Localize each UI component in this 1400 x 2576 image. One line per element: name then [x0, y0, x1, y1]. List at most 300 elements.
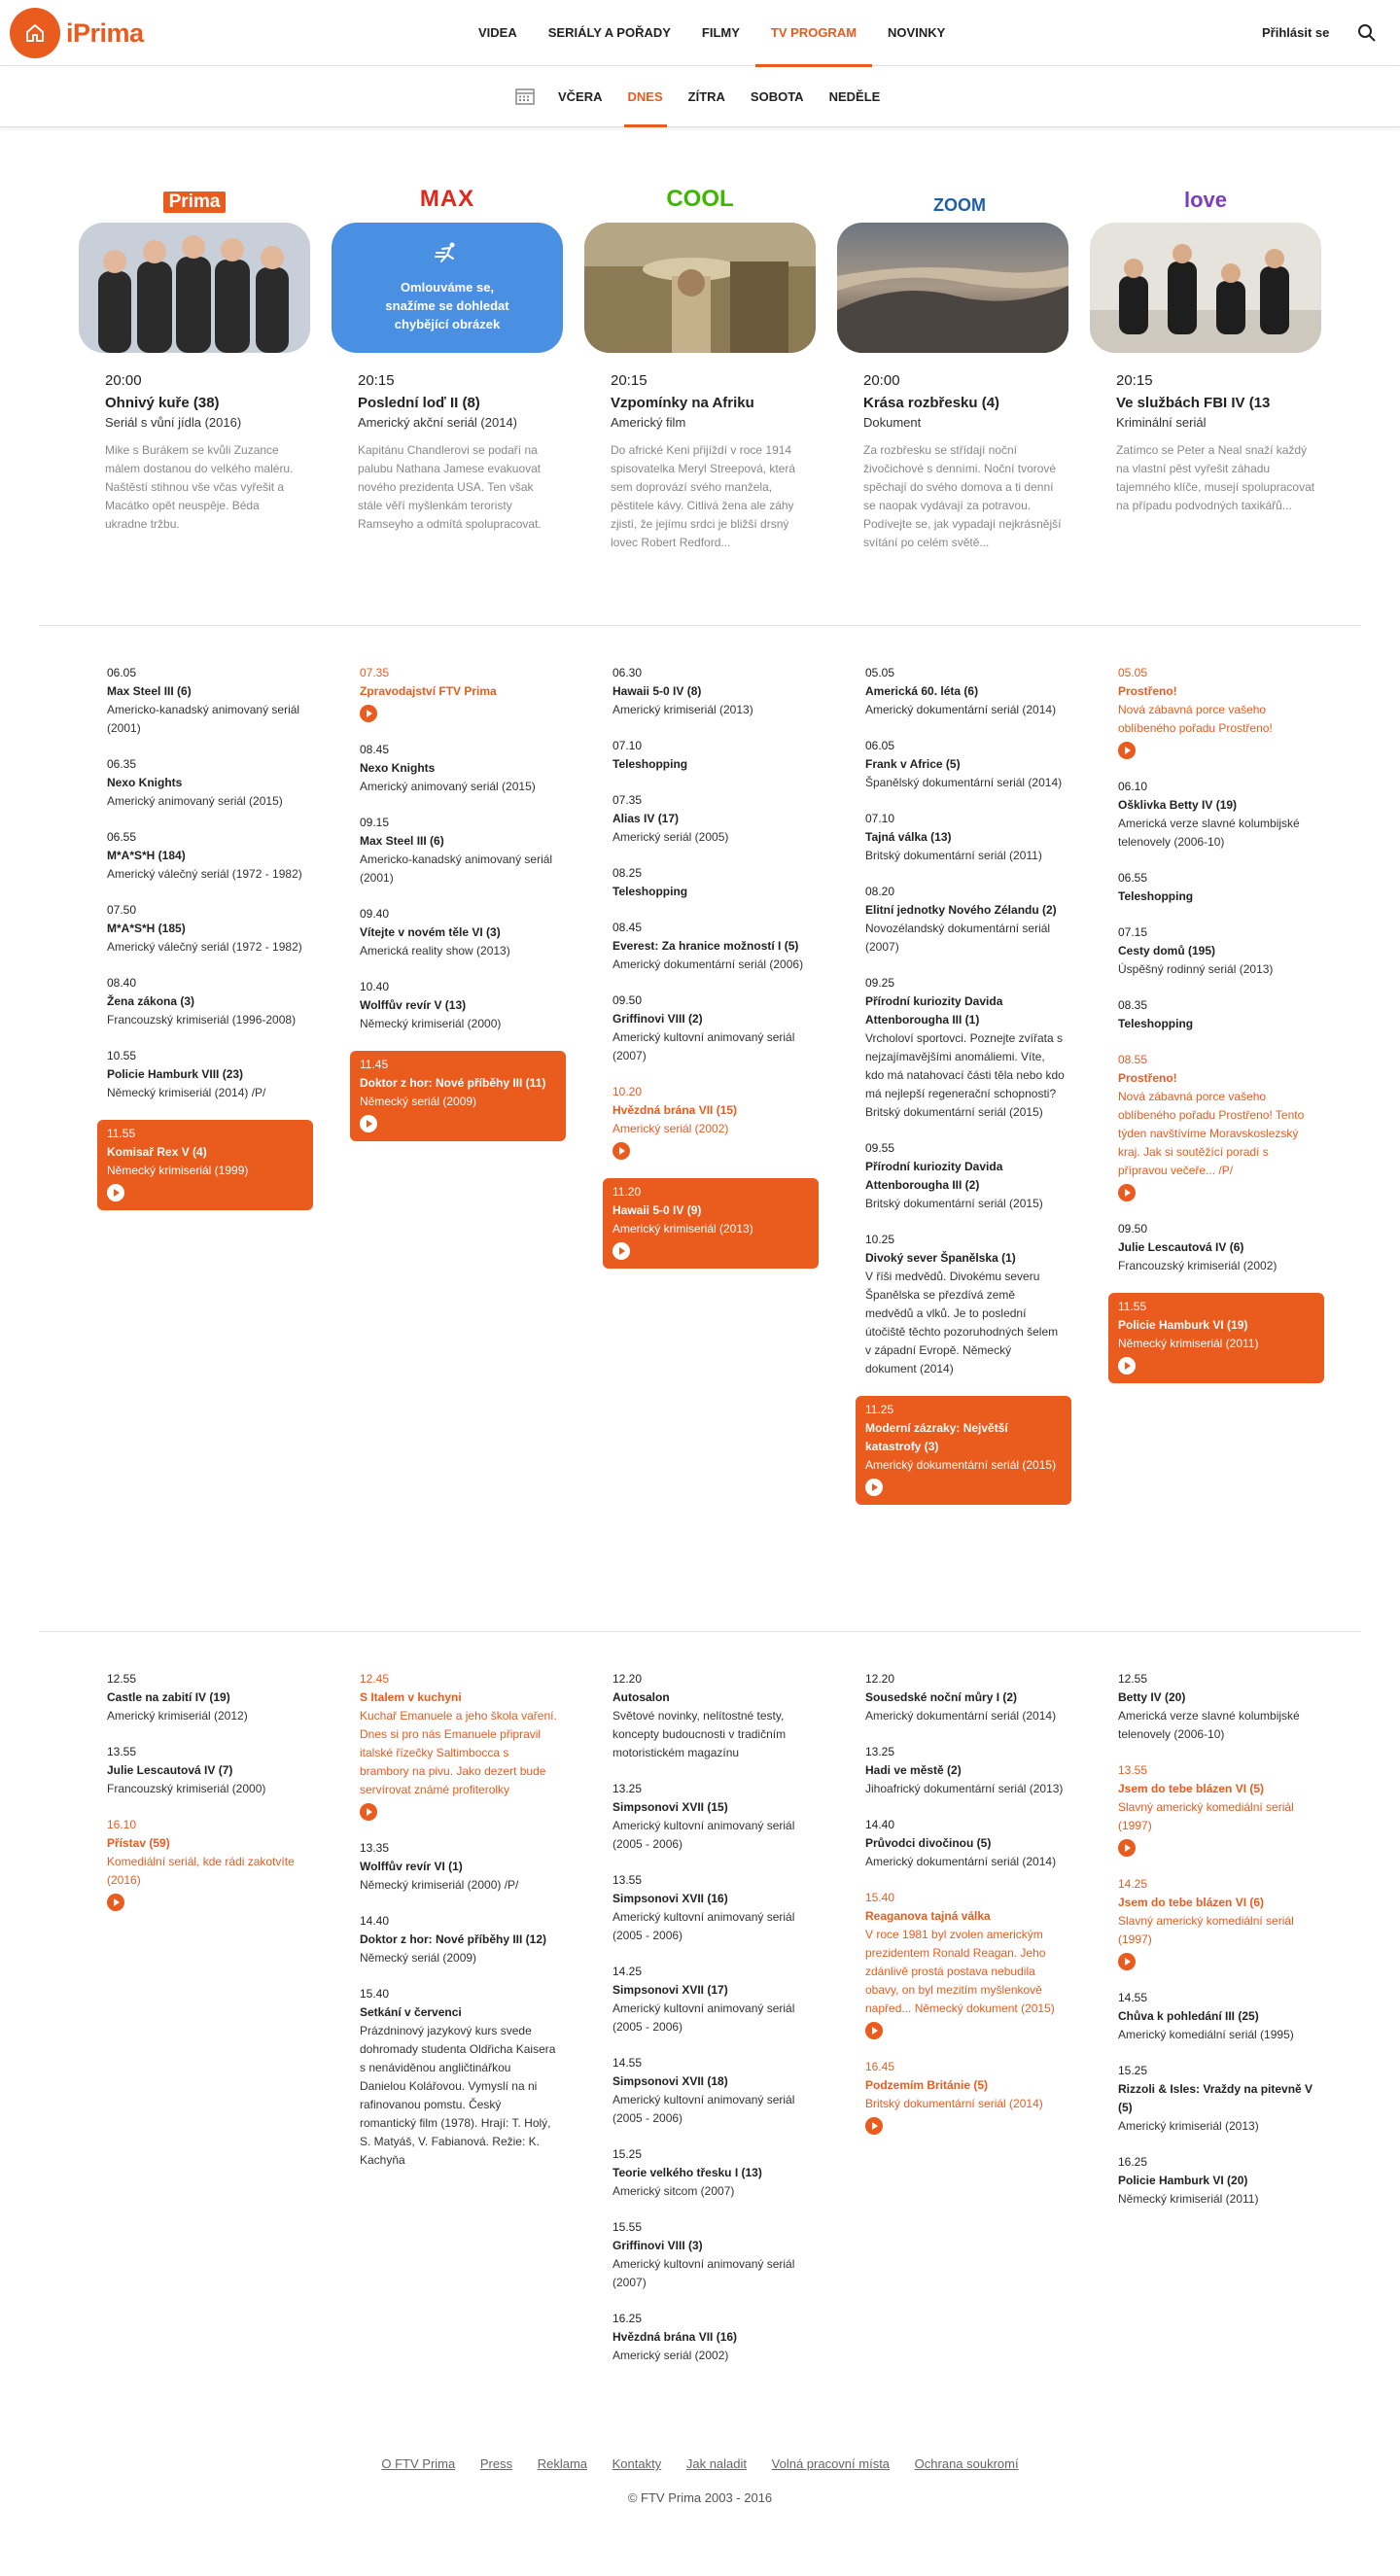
- program-title[interactable]: Policie Hamburk VIII (23): [107, 1067, 244, 1081]
- program-description: Americký kultovní animovaný seriál (2005 - 2006): [612, 2093, 795, 2125]
- program-item[interactable]: [1108, 1051, 1324, 1202]
- program-description: Americký dokumentární seriál (2006): [612, 957, 804, 971]
- program-item[interactable]: [603, 1963, 819, 2036]
- footer-links: [0, 2456, 1400, 2471]
- program-genre: Kriminální seriál: [1116, 415, 1207, 430]
- program-title[interactable]: Frank v Africe (5): [865, 757, 961, 771]
- program-title[interactable]: Simpsonovi XVII (17): [612, 1983, 728, 1997]
- program-description: Novozélandský dokumentární seriál (2007): [865, 922, 1051, 954]
- program-item[interactable]: [1108, 869, 1324, 906]
- featured-cool[interactable]: [584, 180, 816, 552]
- program-title[interactable]: Ve službách FBI IV (13: [1116, 395, 1271, 411]
- footer-link-about[interactable]: O FTV Prima: [381, 2456, 456, 2471]
- program-title[interactable]: Autosalon: [612, 1690, 670, 1704]
- program-item[interactable]: [350, 1912, 566, 1967]
- program-description: Nová zábavná porce vašeho oblíbeného pořadu Prostřeno!: [1118, 703, 1273, 735]
- play-icon[interactable]: [612, 1142, 630, 1160]
- program-time: 11.55: [107, 1127, 136, 1140]
- program-description: Vrcholoví sportovci. Poznejte zvířata s nejzajímavějšími anomáliemi. Víte, kdo má natahovací části těla nebo kdo má nejlepší regenerační schopnosti? Britský dokumentární seriál (2015): [865, 1031, 1065, 1119]
- featured-zoom[interactable]: [837, 180, 1068, 552]
- program-title[interactable]: Julie Lescautová IV (6): [1118, 1240, 1244, 1254]
- program-item[interactable]: [856, 1231, 1071, 1378]
- program-title[interactable]: M*A*S*H (184): [107, 849, 186, 862]
- play-icon[interactable]: [1118, 1357, 1136, 1375]
- program-time: 15.25: [612, 2147, 643, 2161]
- program-item[interactable]: [350, 905, 566, 960]
- nav-item-novinky[interactable]: NOVINKY: [888, 25, 946, 40]
- program-description: Francouzský krimiseriál (2000): [107, 1782, 266, 1795]
- program-time: 12.20: [612, 1672, 643, 1686]
- program-time: 12.55: [1118, 1672, 1148, 1686]
- missing-thumbnail[interactable]: [332, 223, 563, 353]
- program-item[interactable]: [603, 1780, 819, 1854]
- program-time: 09.25: [865, 976, 895, 990]
- program-title[interactable]: M*A*S*H (185): [107, 922, 186, 935]
- program-time: 13.35: [360, 1841, 390, 1855]
- program-item[interactable]: [856, 883, 1071, 957]
- program-title[interactable]: Simpsonovi XVII (15): [612, 1800, 728, 1814]
- program-time: 07.15: [1118, 925, 1148, 939]
- program-time: 16.25: [1118, 2155, 1148, 2169]
- program-item[interactable]: [350, 664, 566, 723]
- play-icon[interactable]: [1118, 1953, 1136, 1970]
- main-nav: [463, 0, 961, 66]
- program-time: 05.05: [1118, 666, 1148, 679]
- program-title[interactable]: Zpravodajství FTV Prima: [360, 684, 497, 698]
- schedule-column-love: [1108, 664, 1324, 1401]
- play-icon[interactable]: [360, 705, 377, 722]
- program-item[interactable]: [856, 810, 1071, 865]
- program-time: 14.25: [612, 1965, 643, 1978]
- program-description: V roce 1981 byl zvolen americkým prezidentem Ronald Reagan. Jeho zdánlivě prostá postava nebudila obavy, on byl mezitím myšlenkově napřed... Německý dokument (2015): [865, 1928, 1055, 2015]
- program-time: 11.25: [865, 1403, 894, 1416]
- program-genre: Seriál s vůní jídla (2016): [105, 415, 242, 430]
- program-description: Americký krimiseriál (2012): [107, 1709, 248, 1723]
- program-description: Německý krimiseriál (2000): [360, 1017, 502, 1030]
- program-title[interactable]: Prostřeno!: [1118, 1071, 1177, 1085]
- program-item[interactable]: [603, 919, 819, 974]
- program-time: 09.55: [865, 1141, 895, 1155]
- thumbnail[interactable]: [1090, 223, 1321, 353]
- program-title[interactable]: Hadi ve městě (2): [865, 1763, 962, 1777]
- program-time: 12.20: [865, 1672, 895, 1686]
- logo[interactable]: [10, 8, 144, 58]
- program-time: 13.55: [1118, 1763, 1148, 1777]
- program-item[interactable]: [856, 1743, 1071, 1798]
- program-item[interactable]: [856, 974, 1071, 1122]
- play-icon[interactable]: [107, 1894, 124, 1911]
- program-title[interactable]: Simpsonovi XVII (18): [612, 2074, 728, 2088]
- program-title[interactable]: Nexo Knights: [107, 776, 183, 789]
- program-title[interactable]: Simpsonovi XVII (16): [612, 1892, 728, 1905]
- program-item[interactable]: [856, 737, 1071, 792]
- play-icon[interactable]: [865, 1479, 883, 1496]
- program-time: 09.50: [1118, 1222, 1148, 1236]
- channel-logo-zoom: ZOOM: [933, 195, 986, 215]
- program-time: 08.20: [865, 885, 895, 898]
- program-title[interactable]: Castle na zabití IV (19): [107, 1690, 230, 1704]
- program-description: Německý krimiseriál (2011): [1118, 2192, 1259, 2206]
- program-title[interactable]: Wolffův revír VI (1): [360, 1860, 463, 1873]
- schedule-column-prima: [97, 664, 313, 1228]
- program-item[interactable]: [603, 1178, 819, 1269]
- program-description: Americká verze slavné kolumbijské telenovely (2006-10): [1118, 1709, 1300, 1741]
- program-title[interactable]: Teleshopping: [1118, 889, 1194, 903]
- program-title[interactable]: Cesty domů (195): [1118, 944, 1216, 957]
- day-tab-vcera[interactable]: VČERA: [558, 89, 603, 104]
- schedule-column-prima-afternoon: [97, 1670, 313, 1930]
- program-title[interactable]: Wolffův revír V (13): [360, 998, 467, 1012]
- program-description: Americký válečný seriál (1972 - 1982): [107, 867, 302, 881]
- program-title[interactable]: Doktor z hor: Nové příběhy III (11): [360, 1076, 546, 1090]
- program-description: Prázdninový jazykový kurs svede dohromady studenta Oldřicha Kaisera s nenáviděnou angličtinářkou Danielou Kolářovou. Vymyslí na ni rafinovanou pomstu. Český romantický film (1978). Hrají: T. Holý, S. Matyáš, V. Fabianová. Režie: K. Kachyňa: [360, 2024, 556, 2167]
- play-icon[interactable]: [360, 1115, 377, 1132]
- program-item[interactable]: [1108, 664, 1324, 760]
- program-time: 16.10: [107, 1818, 137, 1831]
- program-description: Americký animovaný seriál (2015): [107, 794, 283, 808]
- program-time: 14.40: [360, 1914, 390, 1928]
- program-title[interactable]: Vzpomínky na Afriku: [611, 395, 754, 411]
- program-time: 09.15: [360, 816, 390, 829]
- copyright: © FTV Prima 2003 - 2016: [627, 2490, 773, 2505]
- program-title[interactable]: Julie Lescautová IV (7): [107, 1763, 233, 1777]
- program-title[interactable]: Moderní zázraky: Největší katastrofy (3): [865, 1421, 1008, 1453]
- program-title[interactable]: Hvězdná brána VII (15): [612, 1103, 738, 1117]
- program-item[interactable]: [856, 2058, 1071, 2136]
- program-title[interactable]: Nexo Knights: [360, 761, 436, 775]
- program-description: Americký kultovní animovaný seriál (2007): [612, 1030, 795, 1062]
- program-description: Zatímco se Peter a Neal snaží každý na vlastní pěst vyřešit záhadu tajemného klíče, musejí spolupracovat na případu podvodných taxikářů...: [1116, 443, 1315, 512]
- program-item[interactable]: [1108, 1875, 1324, 1971]
- program-time: 09.40: [360, 907, 390, 921]
- program-item[interactable]: [603, 2218, 819, 2292]
- featured-love[interactable]: [1090, 180, 1321, 515]
- program-title[interactable]: Teleshopping: [1118, 1017, 1194, 1030]
- program-item[interactable]: [603, 1083, 819, 1161]
- program-title[interactable]: Přírodní kuriozity Davida Attenborougha III (1): [865, 994, 1003, 1027]
- program-item[interactable]: [350, 1051, 566, 1141]
- program-description: Americký kultovní animovaný seriál (2005 - 2006): [612, 1819, 795, 1851]
- program-item[interactable]: [856, 1139, 1071, 1213]
- program-item[interactable]: [1108, 996, 1324, 1033]
- program-description: Za rozbřesku se střídají noční živočichové s denními. Noční tvorové spěchají do svého domova a ti denní se naopak vydávají za potravou. Podívejte se, jak vypadají nejkrásnější svítání po celém světě...: [863, 443, 1062, 549]
- program-item[interactable]: [603, 1871, 819, 1945]
- program-description: Americký dokumentární seriál (2014): [865, 1855, 1057, 1868]
- program-time: 20:15: [611, 372, 648, 389]
- program-title[interactable]: Teleshopping: [612, 757, 688, 771]
- program-item[interactable]: [603, 791, 819, 847]
- program-item[interactable]: [97, 828, 313, 884]
- program-description: Americký dokumentární seriál (2014): [865, 1709, 1057, 1723]
- program-title[interactable]: Americká 60. léta (6): [865, 684, 979, 698]
- program-title[interactable]: Teleshopping: [612, 885, 688, 898]
- program-description: Americký krimiseriál (2013): [612, 703, 753, 716]
- schedule-column-cool-afternoon: [603, 1670, 819, 2383]
- program-title[interactable]: Sousedské noční můry I (2): [865, 1690, 1018, 1704]
- program-title[interactable]: Betty IV (20): [1118, 1690, 1186, 1704]
- program-item[interactable]: [603, 2145, 819, 2201]
- nav-item-videa[interactable]: VIDEA: [478, 25, 517, 40]
- program-description: Německý krimiseriál (1999): [107, 1164, 249, 1177]
- program-description: Americko-kanadský animovaný seriál (2001): [360, 853, 553, 885]
- program-title[interactable]: Setkání v červenci: [360, 2005, 462, 2019]
- program-item[interactable]: [1108, 2062, 1324, 2136]
- play-icon[interactable]: [1118, 1184, 1136, 1201]
- program-description: Do africké Keni přijíždí v roce 1914 spisovatelka Meryl Streepová, která sem doprovází svého manžela, pěstitele kávy. Citlivá žena ale záhy zjistí, že jejímu srdci je bližší drsný lovec Robert Redford...: [611, 443, 796, 549]
- program-title[interactable]: Ohnivý kuře (38): [105, 395, 220, 411]
- program-item[interactable]: [603, 864, 819, 901]
- program-title[interactable]: Průvodci divočinou (5): [865, 1836, 992, 1850]
- program-time: 07.35: [612, 793, 643, 807]
- program-time: 12.45: [360, 1672, 390, 1686]
- missing-image-text: Omlouváme se, snažíme se dohledat chybějící obrázek: [385, 280, 509, 331]
- site-header: [0, 0, 1400, 66]
- program-title[interactable]: Max Steel III (6): [360, 834, 444, 848]
- program-item[interactable]: [97, 1120, 313, 1210]
- program-time: 14.25: [1118, 1877, 1148, 1891]
- program-title[interactable]: S Italem v kuchyni: [360, 1690, 462, 1704]
- program-title[interactable]: Griffinovi VIII (3): [612, 2239, 703, 2252]
- program-description: Mike s Burákem se kvůli Zuzance málem dostanou do velkého maléru. Naštěstí stihnou vše včas vyřešit a Macátko opět neuspěje. Béda ukradne tržbu.: [105, 443, 294, 531]
- program-description: Britský dokumentární seriál (2014): [865, 2097, 1043, 2110]
- program-title[interactable]: Tajná válka (13): [865, 830, 952, 844]
- program-time: 10.55: [107, 1049, 137, 1062]
- play-icon[interactable]: [612, 1242, 630, 1260]
- program-description: Americký dokumentární seriál (2014): [865, 703, 1057, 716]
- program-time: 15.25: [1118, 2064, 1148, 2077]
- program-title[interactable]: Podzemím Británie (5): [865, 2078, 989, 2092]
- play-icon[interactable]: [1118, 742, 1136, 759]
- footer-link-press[interactable]: Press: [479, 2456, 513, 2471]
- day-tab-zitra[interactable]: ZÍTRA: [687, 89, 725, 104]
- channel-logo-prima: Prima: [79, 180, 310, 213]
- nav-item-serialy[interactable]: SERIÁLY A POŘADY: [547, 25, 671, 40]
- play-icon[interactable]: [865, 2022, 883, 2039]
- program-time: 08.40: [107, 976, 137, 990]
- footer-link-contacts[interactable]: Kontakty: [612, 2456, 662, 2471]
- program-item[interactable]: [350, 1839, 566, 1895]
- nav-item-filmy[interactable]: FILMY: [701, 25, 740, 40]
- program-item[interactable]: [350, 741, 566, 796]
- program-description: Americko-kanadský animovaný seriál (2001): [107, 703, 300, 735]
- program-item[interactable]: [1108, 1670, 1324, 1744]
- program-item[interactable]: [603, 1670, 819, 1762]
- program-time: 11.45: [360, 1058, 389, 1071]
- program-time: 11.55: [1118, 1300, 1147, 1313]
- program-time: 16.45: [865, 2060, 895, 2073]
- program-description: Americký seriál (2002): [612, 2349, 729, 2362]
- program-item[interactable]: [97, 1743, 313, 1798]
- program-title[interactable]: Reaganova tajná válka: [865, 1909, 991, 1923]
- program-time: 15.55: [612, 2220, 643, 2234]
- program-item[interactable]: [350, 1670, 566, 1822]
- footer-link-jobs[interactable]: Volná pracovní místa: [771, 2456, 891, 2471]
- program-title[interactable]: Hvězdná brána VII (16): [612, 2330, 738, 2344]
- program-description: Kapitánu Chandlerovi se podaří na palubu Nathana Jamese evakuovat nového prezidenta USA. Ten však stále věří myšlenkám teroristy Ramseyho a odmítá spolupracovat.: [358, 443, 542, 531]
- program-genre: Americký film: [611, 415, 686, 430]
- program-time: 14.55: [1118, 1991, 1148, 2004]
- program-item[interactable]: [1108, 1761, 1324, 1858]
- program-title[interactable]: Policie Hamburk VI (20): [1118, 2174, 1248, 2187]
- program-item[interactable]: [1108, 1293, 1324, 1383]
- program-title[interactable]: Chůva k pohledání III (25): [1118, 2009, 1259, 2023]
- program-title[interactable]: Prostřeno!: [1118, 684, 1177, 698]
- nav-item-tv-program[interactable]: TV PROGRAM: [755, 0, 872, 66]
- program-description: Německý seriál (2009): [360, 1951, 477, 1965]
- program-time: 08.55: [1118, 1053, 1148, 1066]
- program-title[interactable]: Alias IV (17): [612, 812, 680, 825]
- program-time: 20:15: [1116, 372, 1153, 389]
- program-description: Americký kultovní animovaný seriál (2005 - 2006): [612, 1910, 795, 1942]
- program-time: 20:00: [863, 372, 900, 389]
- program-time: 13.55: [107, 1745, 137, 1758]
- thumbnail[interactable]: [584, 223, 816, 353]
- program-item[interactable]: [856, 1670, 1071, 1725]
- program-title[interactable]: Hawaii 5-0 IV (8): [612, 684, 702, 698]
- program-title[interactable]: Jsem do tebe blázen VI (6): [1118, 1896, 1265, 1909]
- program-time: 16.25: [612, 2312, 643, 2325]
- program-description: Americká verze slavné kolumbijské telenovely (2006-10): [1118, 817, 1300, 849]
- program-time: 09.50: [612, 993, 643, 1007]
- program-item[interactable]: [350, 814, 566, 888]
- program-description: Francouzský krimiseriál (1996-2008): [107, 1013, 297, 1027]
- program-title[interactable]: Max Steel III (6): [107, 684, 192, 698]
- program-item[interactable]: [603, 2310, 819, 2365]
- program-title[interactable]: Policie Hamburk VI (19): [1118, 1318, 1248, 1332]
- program-title[interactable]: Krása rozbřesku (4): [863, 395, 1000, 411]
- program-item[interactable]: [97, 1670, 313, 1725]
- program-time: 13.55: [612, 1873, 643, 1887]
- featured-prima[interactable]: [79, 180, 310, 534]
- program-description: Americký kultovní animovaný seriál (2005 - 2006): [612, 2002, 795, 2034]
- program-item[interactable]: [97, 1047, 313, 1102]
- program-title[interactable]: Přírodní kuriozity Davida Attenborougha III (2): [865, 1160, 1003, 1192]
- day-tab-nedele[interactable]: NEDĚLE: [828, 89, 881, 104]
- schedule-column-max-afternoon: [350, 1670, 566, 2187]
- program-title[interactable]: Elitní jednotky Nového Zélandu (2): [865, 903, 1057, 917]
- schedule-column-zoom-afternoon: [856, 1670, 1071, 2153]
- program-title[interactable]: Poslední loď II (8): [358, 395, 480, 411]
- calendar-icon[interactable]: [515, 87, 535, 108]
- program-item[interactable]: [1108, 1220, 1324, 1275]
- schedule-column-cool: [603, 664, 819, 1286]
- footer-link-ads[interactable]: Reklama: [537, 2456, 588, 2471]
- program-description: Francouzský krimiseriál (2002): [1118, 1259, 1278, 1272]
- channel-logo-love: love: [1183, 188, 1228, 212]
- program-time: 11.20: [612, 1185, 642, 1199]
- day-tab-dnes[interactable]: DNES: [628, 67, 663, 127]
- program-title[interactable]: Griffinovi VIII (2): [612, 1012, 703, 1026]
- program-title[interactable]: Everest: Za hranice možností I (5): [612, 939, 799, 953]
- program-time: 07.10: [865, 812, 895, 825]
- program-item[interactable]: [97, 664, 313, 738]
- home-icon[interactable]: [10, 8, 60, 58]
- program-item[interactable]: [97, 1816, 313, 1912]
- program-description: Americký kultovní animovaný seriál (2007): [612, 2257, 795, 2289]
- program-title[interactable]: Teorie velkého třesku I (13): [612, 2166, 762, 2179]
- play-icon[interactable]: [1118, 1839, 1136, 1857]
- program-item[interactable]: [856, 1816, 1071, 1871]
- program-item[interactable]: [350, 1985, 566, 2170]
- program-title[interactable]: Hawaii 5-0 IV (9): [612, 1203, 702, 1217]
- day-tab-sobota[interactable]: SOBOTA: [750, 89, 804, 104]
- program-time: 07.50: [107, 903, 137, 917]
- footer-link-privacy[interactable]: Ochrana soukromí: [914, 2456, 1019, 2471]
- play-icon[interactable]: [865, 2117, 883, 2135]
- program-description: Americký seriál (2002): [612, 1122, 729, 1135]
- program-time: 06.05: [865, 739, 895, 752]
- program-title[interactable]: Komisař Rex V (4): [107, 1145, 207, 1159]
- program-time: 14.55: [612, 2056, 643, 2070]
- program-item[interactable]: [856, 1396, 1071, 1505]
- program-description: Světové novinky, nelítostné testy, koncepty budoucnosti v tradičním motoristickém magazínu: [612, 1709, 787, 1759]
- program-genre: Americký akční seriál (2014): [358, 415, 517, 430]
- login-link[interactable]: Přihlásit se: [1262, 25, 1330, 40]
- program-title[interactable]: Žena zákona (3): [107, 994, 195, 1008]
- divider: [39, 1631, 1361, 1632]
- program-description: Německý krimiseriál (2014) /P/: [107, 1086, 266, 1099]
- program-genre: Dokument: [863, 415, 922, 430]
- program-item[interactable]: [603, 2054, 819, 2128]
- program-description: Nová zábavná porce vašeho oblíbeného pořadu Prostřeno! Tento týden navštívíme Moravskoslezský kraj. Jak si soutěžící poradí s přípravou večeře... /P/: [1118, 1090, 1305, 1177]
- program-item[interactable]: [97, 901, 313, 957]
- program-item[interactable]: [856, 664, 1071, 719]
- program-time: 06.35: [107, 757, 137, 771]
- program-time: 06.05: [107, 666, 137, 679]
- footer-link-tuning[interactable]: Jak naladit: [685, 2456, 748, 2471]
- program-time: 08.25: [612, 866, 643, 880]
- program-item[interactable]: [1108, 2153, 1324, 2209]
- channel-logo-cool: COOL: [666, 186, 734, 212]
- brand-name[interactable]: iPrima: [66, 17, 144, 48]
- thumbnail[interactable]: [837, 223, 1068, 353]
- program-item[interactable]: [1108, 1989, 1324, 2044]
- program-item[interactable]: [603, 992, 819, 1065]
- program-description: Španělský dokumentární seriál (2014): [865, 776, 1063, 789]
- program-item[interactable]: [97, 974, 313, 1029]
- program-item[interactable]: [603, 737, 819, 774]
- program-time: 06.30: [612, 666, 643, 679]
- search-icon[interactable]: [1357, 23, 1377, 46]
- program-time: 10.20: [612, 1085, 643, 1098]
- program-title[interactable]: Doktor z hor: Nové příběhy III (12): [360, 1932, 547, 1946]
- program-description: Americký komediální seriál (1995): [1118, 2028, 1294, 2041]
- program-item[interactable]: [1108, 778, 1324, 852]
- program-title[interactable]: Divoký sever Španělska (1): [865, 1251, 1016, 1265]
- program-item[interactable]: [1108, 923, 1324, 979]
- program-title[interactable]: Přístav (59): [107, 1836, 170, 1850]
- program-item[interactable]: [97, 755, 313, 811]
- program-item[interactable]: [603, 664, 819, 719]
- program-title[interactable]: Rizzoli & Isles: Vraždy na pitevně V (5): [1118, 2082, 1313, 2114]
- program-item[interactable]: [856, 1889, 1071, 2040]
- schedule-column-zoom: [856, 664, 1071, 1522]
- program-description: Americký seriál (2005): [612, 830, 729, 844]
- program-time: 06.55: [1118, 871, 1148, 885]
- play-icon[interactable]: [360, 1803, 377, 1821]
- program-time: 10.25: [865, 1233, 895, 1246]
- program-item[interactable]: [350, 978, 566, 1033]
- play-icon[interactable]: [107, 1184, 124, 1201]
- program-title[interactable]: Ošklivka Betty IV (19): [1118, 798, 1238, 812]
- program-title[interactable]: Jsem do tebe blázen VI (5): [1118, 1782, 1265, 1795]
- thumbnail[interactable]: [79, 223, 310, 353]
- program-description: Americká reality show (2013): [360, 944, 510, 957]
- program-title[interactable]: Vítejte v novém těle VI (3): [360, 925, 501, 939]
- featured-max[interactable]: [332, 180, 563, 534]
- program-time: 20:00: [105, 372, 142, 389]
- program-time: 08.45: [360, 743, 390, 756]
